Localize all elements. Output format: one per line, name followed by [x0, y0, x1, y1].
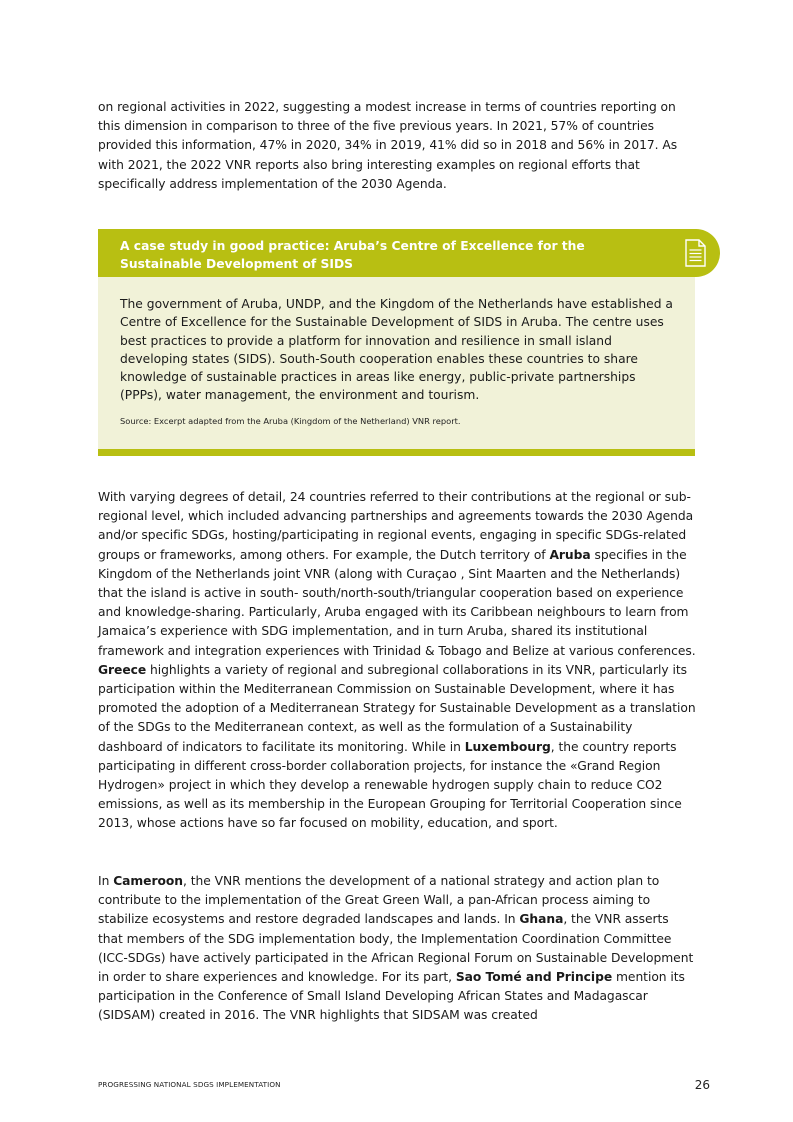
country-ghana: Ghana [519, 912, 564, 927]
country-greece: Greece [98, 662, 147, 677]
case-study-box [98, 229, 695, 456]
case-study-bottom-bar [98, 449, 695, 456]
country-luxembourg: Luxembourg [464, 739, 551, 754]
case-study-title: A case study in good practice: Aruba’s Centre of Excellence for the Sustainable Development of SIDS [120, 239, 585, 271]
page-number: 26 [694, 1078, 710, 1092]
footer-label: PROGRESSING NATIONAL SDGS IMPLEMENTATION [98, 1080, 281, 1089]
country-aruba: Aruba [549, 547, 591, 562]
para2-text-d: mention its participation in the Conference of Small Island Developing African States and Madagascar (SIDSAM) created in 2016. The VNR highlights that SIDSAM was created [98, 970, 685, 1023]
body-paragraph-africa [98, 872, 696, 1026]
body-paragraph-regional [98, 488, 696, 834]
country-sao-tome-and-principe: Sao Tomé and Principe [455, 970, 613, 985]
para1-text-a: With varying degrees of detail, 24 countries referred to their contributions at the regional or sub-regional level, which included advancing partnerships and agreements towards the 2030 Agenda and/or specific SDGs, hosting/participating in regional events, engaging in specific SDGs-related groups or frameworks, among others. For example, the Dutch territory of [98, 490, 694, 562]
para2-text-b: , the VNR mentions the development of a national strategy and action plan to contribute to the implementation of the Great Green Wall, a pan-African process aiming to stabilize ecosystems and restore degraded landscapes and lands. In [98, 874, 660, 927]
para1-text-c: highlights a variety of regional and subregional collaborations in its VNR, particularly its participation within the Mediterranean Commission on Sustainable Development, where it has promoted the adoption of a Mediterranean Strategy for Sustainable Development as a translation of the SDGs to the Mediterranean context, as well as the formulation of a Sustainability dashboard of indicators to facilitate its monitoring. While in [98, 662, 696, 754]
document-icon [683, 239, 707, 267]
case-study-source: Source: Excerpt adapted from the Aruba (Kingdom of the Netherland) VNR report. [120, 416, 461, 426]
para1-text-b: specifies in the Kingdom of the Netherlands joint VNR (along with Curaçao , Sint Maarten and the Netherlands) that the island is active in south- south/north-south/triangular cooperation based on experience and knowledge-sharing. Particularly, Aruba engaged with its Caribbean neighbours to learn from Jamaica’s experience with SDG implementation, and in turn Aruba, shared its institutional framework and integration experiences with Trinidad & Tobago and Belize at various conferences. [98, 547, 696, 658]
para2-text-a: In [98, 874, 114, 888]
intro-paragraph: on regional activities in 2022, suggesting a modest increase in terms of countries reporting on this dimension in comparison to three of the five previous years. In 2021, 57% of countries provided this information, 47% in 2020, 34% in 2019, 41% did so in 2018 and 56% in 2017. As with 2021, the 2022 VNR reports also bring interesting examples on regional efforts that specifically address implementation of the 2030 Agenda. [98, 100, 678, 191]
para2-text-c: , the VNR asserts that members of the SDG implementation body, the Implementation Coordination Committee (ICC-SDGs) have actively participated in the African Regional Forum on Sustainable Development in order to share experiences and knowledge. For its part, [98, 912, 694, 985]
para1-text-d: , the country reports participating in different cross-border collaboration projects, for instance the «Grand Region Hydrogen» project in which they develop a renewable hydrogen supply chain to reduce CO2 emissions, as well as its membership in the European Grouping for Territorial Cooperation since 2013, whose actions have so far focused on mobility, education, and sport. [98, 739, 682, 831]
country-cameroon: Cameroon [113, 874, 183, 888]
case-study-text: The government of Aruba, UNDP, and the Kingdom of the Netherlands have established a Centre of Excellence for the Sustainable Development of SIDS in Aruba. The centre uses best practices to provide a platform for innovation and resilience in small island developing states (SIDS). South-South cooperation enables these countries to share knowledge of sustainable practices in areas like energy, public-private partnerships (PPPs), water management, the environment and tourism. [120, 297, 673, 403]
